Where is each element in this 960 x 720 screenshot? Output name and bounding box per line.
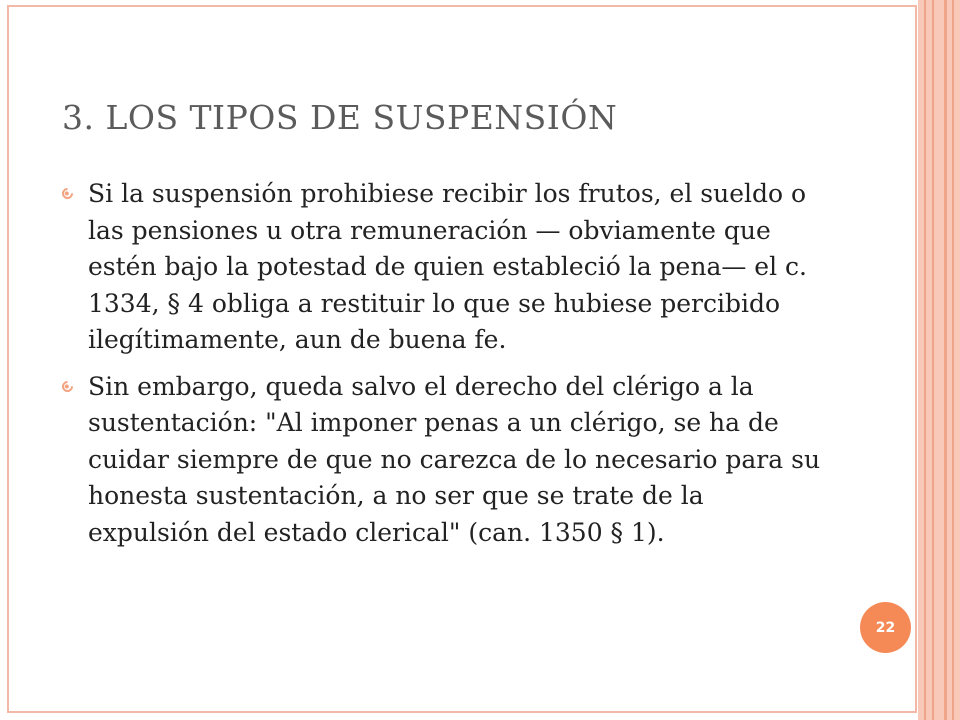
circle-bullet-icon <box>60 186 76 202</box>
bullet-text: Si la suspensión prohibiese recibir los frutos, el sueldo o las pensiones u otra remuneración — obviamente que estén bajo la potestad de quien estableció la pena— el c. 1334, § 4 obliga a restituir lo que se hubiese percibido ilegítimamente, aun de buena fe. <box>88 179 807 354</box>
circle-bullet-icon <box>60 378 76 394</box>
bullet-item <box>62 176 822 359</box>
right-stripe <box>944 0 947 720</box>
right-stripe <box>924 0 926 720</box>
bullet-list <box>62 176 822 561</box>
bullet-item <box>62 369 822 552</box>
slide-title: 3. LOS TIPOS DE SUSPENSIÓN <box>62 98 618 137</box>
right-stripe <box>952 0 954 720</box>
bullet-text: Sin embargo, queda salvo el derecho del clérigo a la sustentación: "Al imponer penas a un clérigo, se ha de cuidar siempre de que no carezca de lo necesario para su honesta sustentación, a no ser que se trate de la expulsión del estado clerical" (can. 1350 § 1). <box>88 371 821 547</box>
page-number-badge: 22 <box>860 602 911 653</box>
right-stripe <box>932 0 934 720</box>
